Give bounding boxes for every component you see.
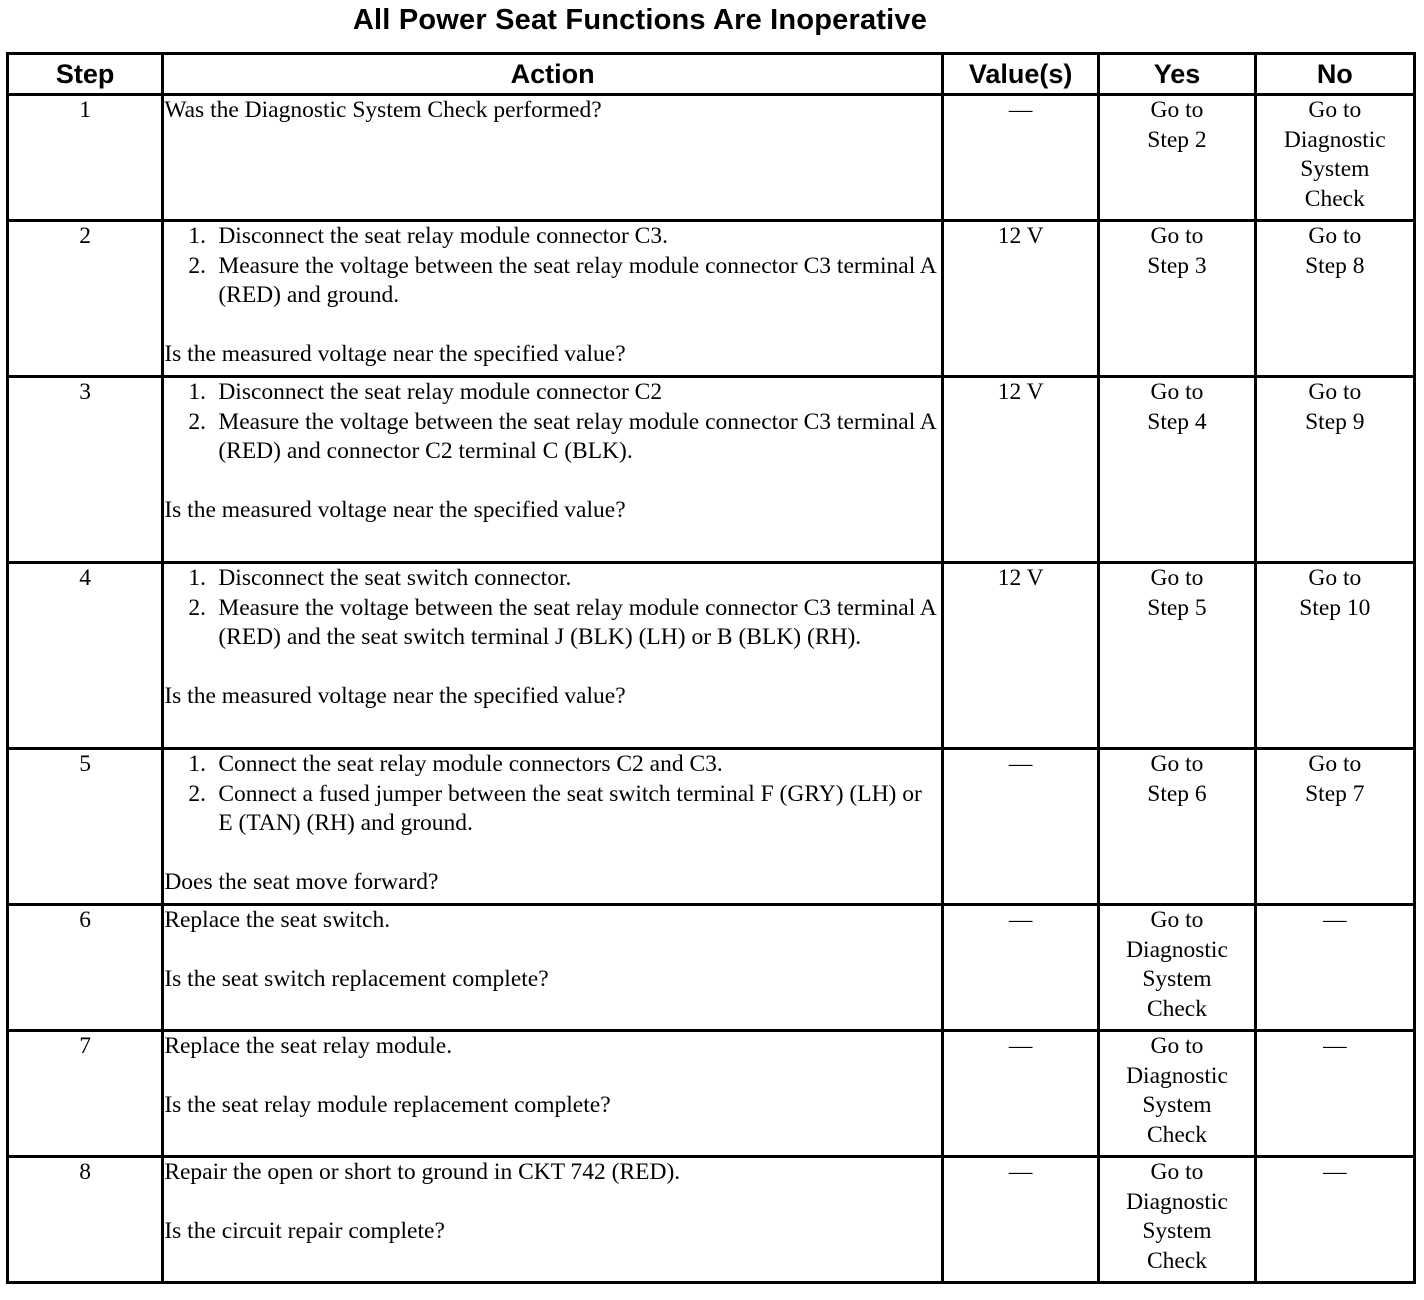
action-step-text: Measure the voltage between the seat relay module connector C3 terminal A (RED) and ground. bbox=[218, 252, 936, 308]
action-step bbox=[164, 408, 941, 467]
no-line: Step 9 bbox=[1305, 408, 1365, 435]
yes-line: Go to bbox=[1150, 379, 1204, 405]
action-text: Was the Diagnostic System Check performed? bbox=[164, 97, 602, 123]
no-line: Go to bbox=[1308, 223, 1362, 249]
action-question: Is the measured voltage near the specified value? bbox=[164, 683, 626, 709]
no-cell bbox=[1255, 377, 1414, 563]
action-cell bbox=[163, 749, 943, 905]
action-step-number: 2. bbox=[188, 252, 206, 279]
column-header-no: No bbox=[1255, 54, 1414, 95]
no-line: Step 8 bbox=[1305, 252, 1365, 279]
action-step-number: 2. bbox=[188, 408, 206, 435]
action-step bbox=[164, 594, 941, 653]
no-cell bbox=[1255, 563, 1414, 749]
action-step-number: 1. bbox=[188, 565, 206, 591]
no-cell bbox=[1255, 905, 1414, 1031]
no-line: Step 10 bbox=[1299, 594, 1371, 621]
no-line: Go to bbox=[1308, 751, 1362, 777]
action-text: Replace the seat relay module. bbox=[164, 1033, 453, 1059]
yes-line: Step 3 bbox=[1147, 252, 1207, 279]
action-step-text: Measure the voltage between the seat relay module connector C3 terminal A (RED) and the seat switch terminal J (BLK) (LH) or B (BLK) (RH). bbox=[218, 594, 936, 650]
table-row bbox=[8, 905, 1415, 1031]
action-steps-list bbox=[164, 222, 941, 311]
yes-cell bbox=[1099, 749, 1255, 905]
yes-line: Go to bbox=[1150, 1159, 1204, 1185]
table-row bbox=[8, 749, 1415, 905]
step-number: 2 bbox=[8, 221, 163, 377]
value-cell: — bbox=[942, 1031, 1098, 1157]
yes-line: Check bbox=[1146, 995, 1207, 1022]
yes-cell bbox=[1099, 1157, 1255, 1283]
yes-line: Go to bbox=[1150, 223, 1204, 249]
action-question: Is the seat relay module replacement complete? bbox=[164, 1092, 611, 1118]
step-number: 5 bbox=[8, 749, 163, 905]
action-question: Is the seat switch replacement complete? bbox=[164, 966, 549, 992]
action-step-number: 2. bbox=[188, 780, 206, 807]
yes-cell bbox=[1099, 95, 1255, 221]
yes-line: Step 5 bbox=[1147, 594, 1207, 621]
action-step-text: Disconnect the seat relay module connector C3. bbox=[218, 223, 668, 249]
action-steps-list bbox=[164, 378, 941, 467]
action-step bbox=[164, 780, 941, 839]
action-step-number: 2. bbox=[188, 594, 206, 621]
action-cell bbox=[163, 563, 943, 749]
step-number: 4 bbox=[8, 563, 163, 749]
no-cell bbox=[1255, 95, 1414, 221]
yes-line: Go to bbox=[1150, 565, 1204, 591]
action-question: Is the circuit repair complete? bbox=[164, 1218, 445, 1244]
no-line: Go to bbox=[1308, 379, 1362, 405]
no-cell bbox=[1255, 1157, 1414, 1283]
step-number: 3 bbox=[8, 377, 163, 563]
action-step-text: Connect the seat relay module connectors C2 and C3. bbox=[218, 751, 723, 777]
value-cell: 12 V bbox=[942, 221, 1098, 377]
yes-line: System bbox=[1142, 1218, 1212, 1244]
table-row bbox=[8, 1031, 1415, 1157]
diagnostic-table bbox=[6, 52, 1416, 1284]
action-step bbox=[164, 750, 941, 780]
value-cell: 12 V bbox=[942, 377, 1098, 563]
yes-cell bbox=[1099, 377, 1255, 563]
no-line: Go to bbox=[1308, 97, 1362, 123]
yes-cell bbox=[1099, 563, 1255, 749]
yes-line: Go to bbox=[1150, 751, 1204, 777]
yes-cell bbox=[1099, 1031, 1255, 1157]
table-row bbox=[8, 95, 1415, 221]
action-cell bbox=[163, 95, 943, 221]
action-text: Repair the open or short to ground in CKT 742 (RED). bbox=[164, 1159, 681, 1185]
yes-line: Go to bbox=[1150, 1033, 1204, 1059]
yes-line: Check bbox=[1146, 1247, 1207, 1274]
value-cell: — bbox=[942, 905, 1098, 1031]
no-line: Step 7 bbox=[1305, 780, 1365, 807]
no-line: — bbox=[1323, 907, 1347, 933]
yes-line: Go to bbox=[1150, 97, 1204, 123]
no-line: System bbox=[1300, 156, 1370, 182]
table-row bbox=[8, 377, 1415, 563]
action-step bbox=[164, 222, 941, 252]
yes-line: Diagnostic bbox=[1126, 936, 1228, 963]
step-number: 1 bbox=[8, 95, 163, 221]
action-cell bbox=[163, 377, 943, 563]
step-number: 8 bbox=[8, 1157, 163, 1283]
yes-line: Diagnostic bbox=[1126, 1062, 1228, 1089]
value-cell: — bbox=[942, 749, 1098, 905]
action-step-text: Disconnect the seat relay module connector C2 bbox=[218, 379, 663, 405]
yes-line: Step 2 bbox=[1147, 126, 1207, 153]
action-cell bbox=[163, 905, 943, 1031]
yes-line: System bbox=[1142, 966, 1212, 992]
yes-line: Step 4 bbox=[1147, 408, 1207, 435]
action-step-text: Disconnect the seat switch connector. bbox=[218, 565, 572, 591]
action-question: Does the seat move forward? bbox=[164, 869, 439, 895]
action-cell bbox=[163, 221, 943, 377]
action-steps-list bbox=[164, 564, 941, 653]
no-line: Check bbox=[1304, 185, 1365, 212]
action-step-number: 1. bbox=[188, 379, 206, 405]
value-cell: 12 V bbox=[942, 563, 1098, 749]
yes-line: Go to bbox=[1150, 907, 1204, 933]
action-step bbox=[164, 378, 941, 408]
table-body bbox=[8, 95, 1415, 1283]
header-row bbox=[8, 54, 1415, 95]
column-header-action: Action bbox=[163, 54, 943, 95]
action-cell bbox=[163, 1157, 943, 1283]
yes-cell bbox=[1099, 905, 1255, 1031]
action-question: Is the measured voltage near the specified value? bbox=[164, 497, 626, 523]
no-line: Diagnostic bbox=[1283, 126, 1386, 153]
step-number: 7 bbox=[8, 1031, 163, 1157]
action-step-number: 1. bbox=[188, 223, 206, 249]
action-step bbox=[164, 252, 941, 311]
column-header-step: Step bbox=[8, 54, 163, 95]
yes-line: Check bbox=[1146, 1121, 1207, 1148]
action-text: Replace the seat switch. bbox=[164, 907, 391, 933]
action-question: Is the measured voltage near the specified value? bbox=[164, 341, 626, 367]
no-cell bbox=[1255, 749, 1414, 905]
action-step-text: Connect a fused jumper between the seat switch terminal F (GRY) (LH) or E (TAN) (RH) and ground. bbox=[218, 780, 922, 836]
table-row bbox=[8, 221, 1415, 377]
value-cell: — bbox=[942, 1157, 1098, 1283]
yes-cell bbox=[1099, 221, 1255, 377]
no-cell bbox=[1255, 221, 1414, 377]
no-line: — bbox=[1323, 1159, 1347, 1185]
action-step bbox=[164, 564, 941, 594]
table-row bbox=[8, 1157, 1415, 1283]
action-steps-list bbox=[164, 750, 941, 839]
action-step-number: 1. bbox=[188, 751, 206, 777]
action-step-text: Measure the voltage between the seat relay module connector C3 terminal A (RED) and connector C2 terminal C (BLK). bbox=[218, 408, 936, 464]
step-number: 6 bbox=[8, 905, 163, 1031]
value-cell: — bbox=[942, 95, 1098, 221]
yes-line: System bbox=[1142, 1092, 1212, 1118]
yes-line: Diagnostic bbox=[1126, 1188, 1228, 1215]
no-line: — bbox=[1323, 1033, 1347, 1059]
yes-line: Step 6 bbox=[1147, 780, 1207, 807]
no-cell bbox=[1255, 1031, 1414, 1157]
page-title: All Power Seat Functions Are Inoperative bbox=[352, 4, 928, 36]
column-header-yes: Yes bbox=[1099, 54, 1255, 95]
no-line: Go to bbox=[1308, 565, 1362, 591]
column-header-values: Value(s) bbox=[942, 54, 1098, 95]
table-row bbox=[8, 563, 1415, 749]
action-cell bbox=[163, 1031, 943, 1157]
